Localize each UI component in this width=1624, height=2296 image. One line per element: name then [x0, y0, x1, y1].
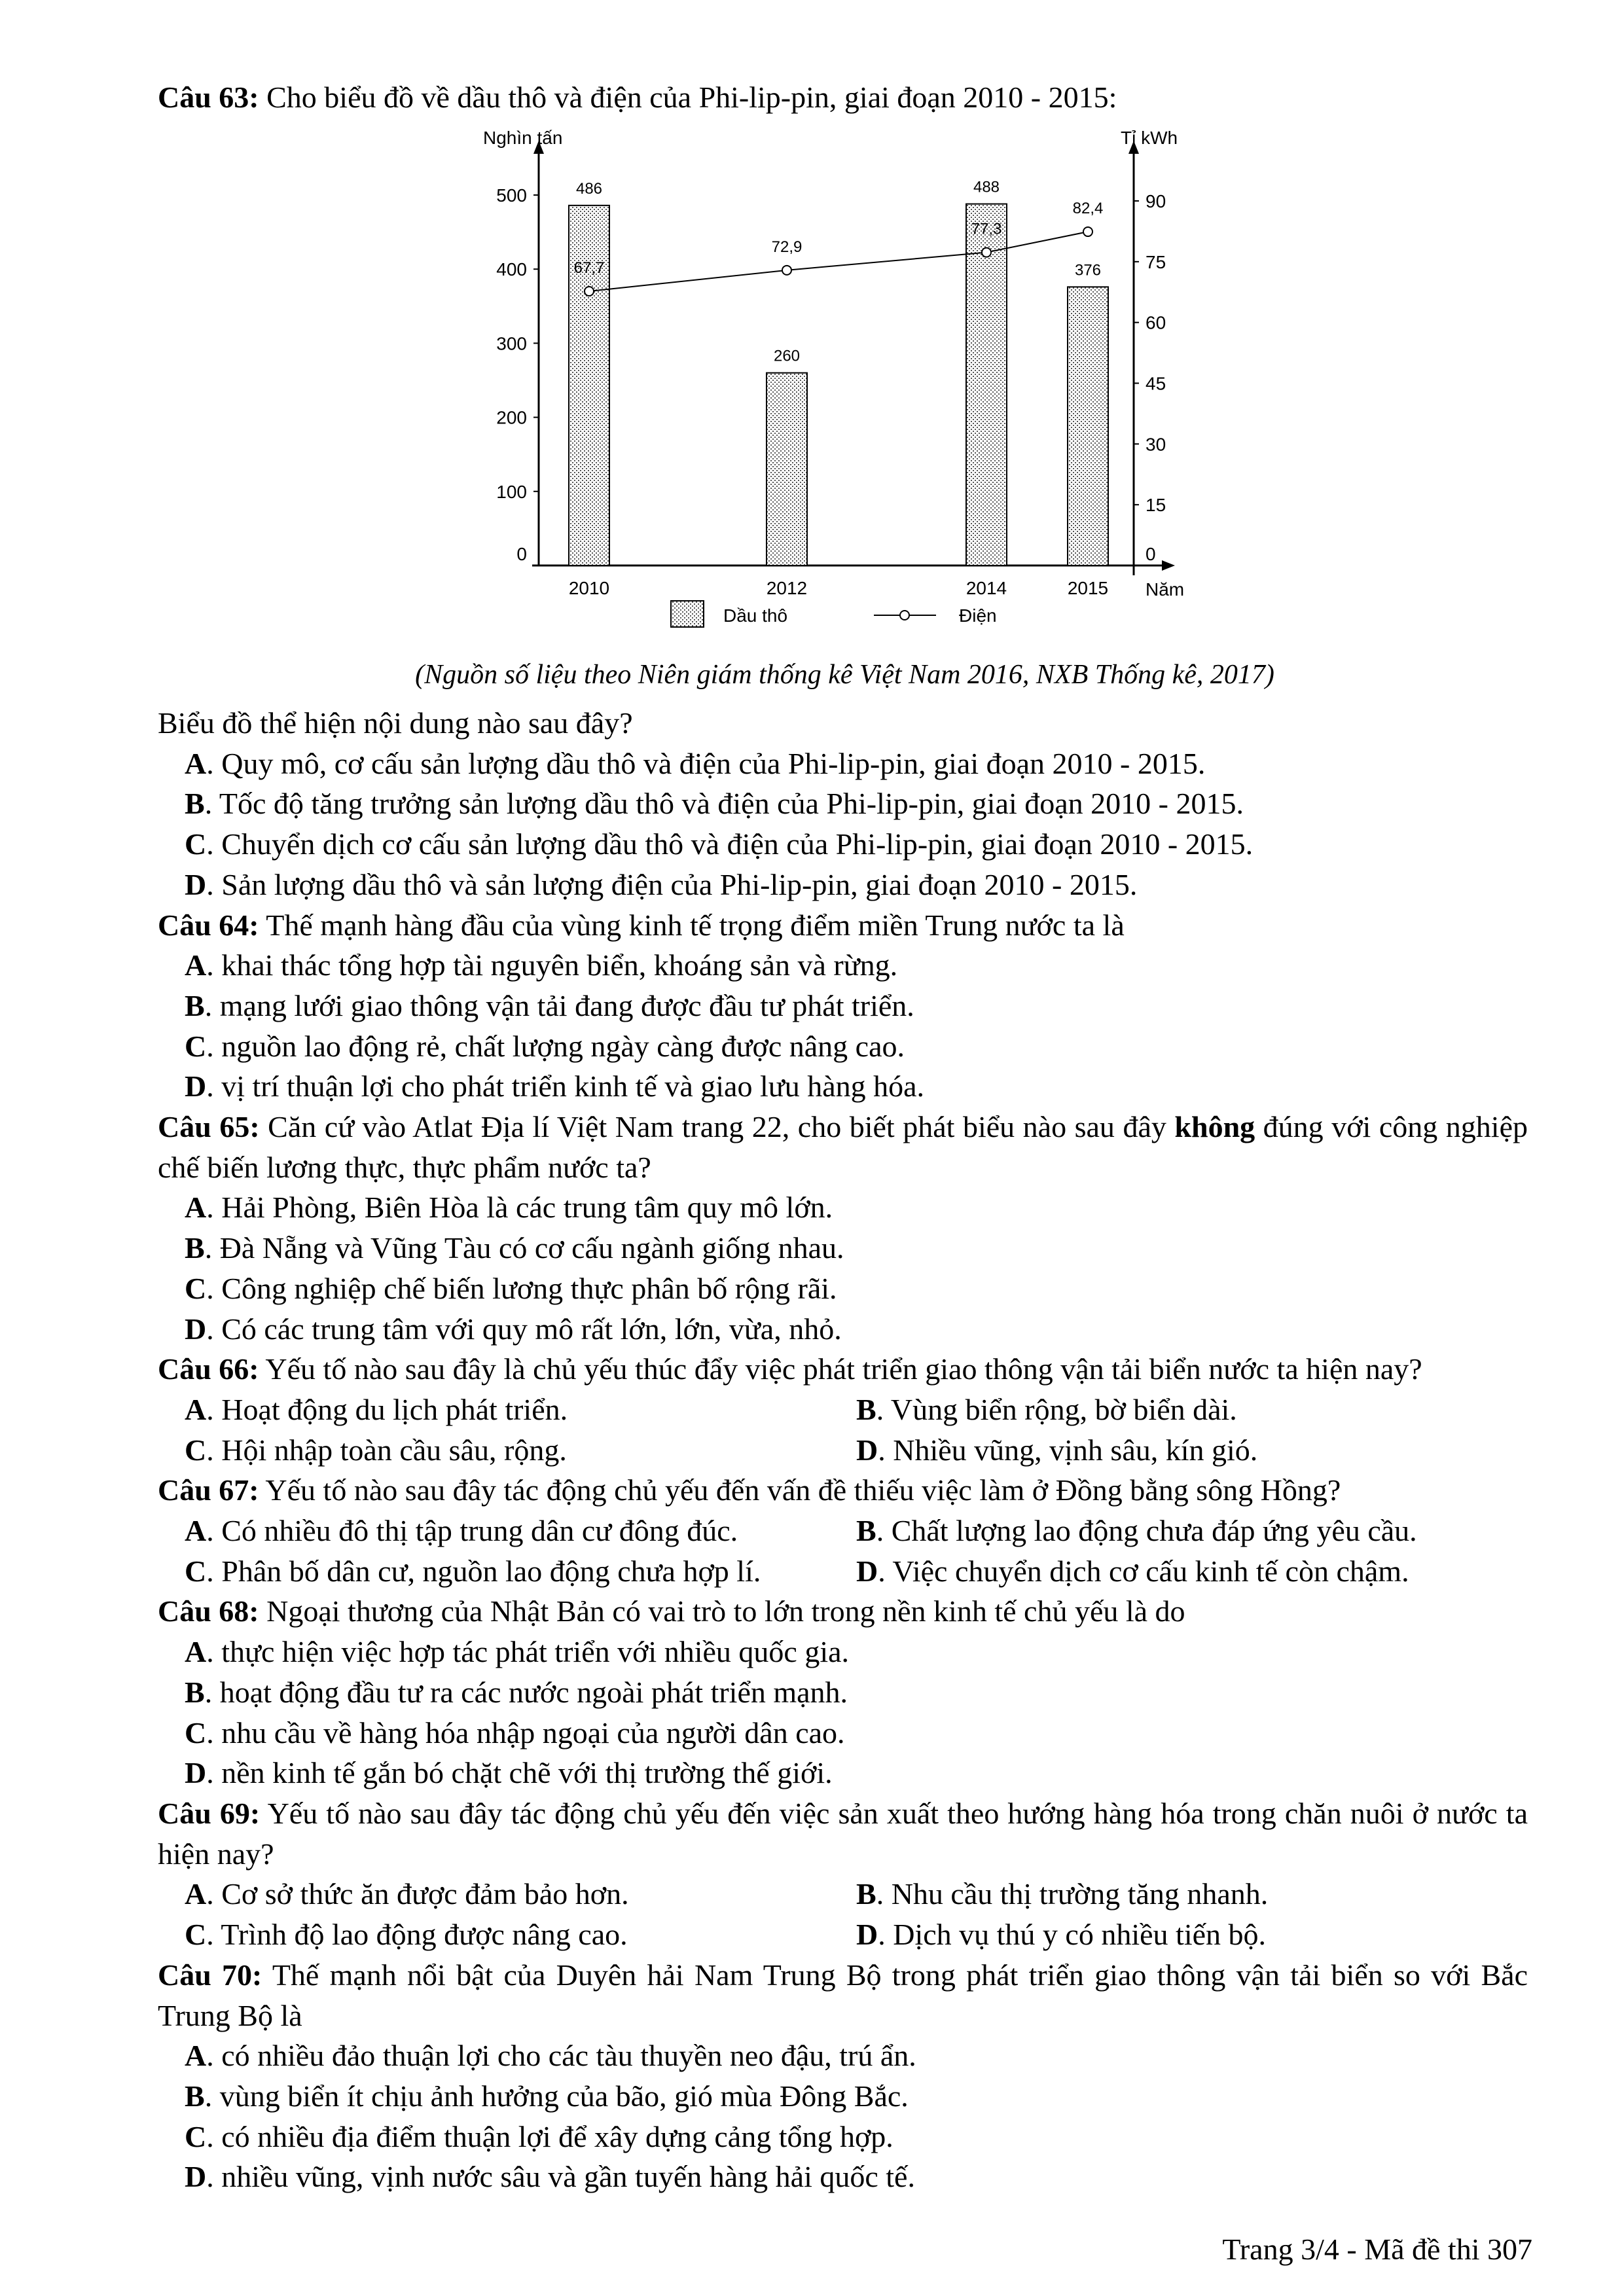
bar-value-label: 486	[575, 179, 603, 198]
option-text: . Có nhiều đô thị tập trung dân cư đông đúc.	[206, 1514, 738, 1548]
right-axis-label: Tỉ kWh	[1121, 128, 1178, 148]
option-letter: B	[185, 988, 205, 1022]
option-letter: C	[185, 1271, 207, 1305]
option-text: . Chuyển dịch cơ cấu sản lượng dầu thô và điện của Phi-lip-pin, giai đoạn 2010 - 2015.	[206, 827, 1254, 861]
right-tick-label: 15	[1146, 495, 1166, 516]
option-letter: A	[185, 1635, 207, 1669]
option-letter: B	[856, 1514, 876, 1548]
line-value-label: 77,3	[971, 220, 1002, 238]
question-label: Câu 67:	[158, 1473, 259, 1507]
bar-dau-tho-2012	[767, 373, 807, 565]
answer-option-c[interactable]	[158, 1914, 856, 1955]
option-letter: A	[185, 746, 207, 780]
option-text: . có nhiều địa điểm thuận lợi để xây dựng cảng tổng hợp.	[206, 2119, 893, 2153]
option-letter: D	[185, 1069, 207, 1103]
line-value-label: 82,4	[1072, 200, 1104, 218]
legend-line-marker	[900, 611, 909, 620]
option-letter: A	[185, 948, 207, 982]
question-text: đúng với công nghiệp chế biến lương thực, thực phẩm nước ta?	[158, 1110, 1528, 1184]
legend-dien: Điện	[959, 605, 997, 626]
option-text: . Phân bố dân cư, nguồn lao động chưa hợp lí.	[206, 1554, 761, 1588]
x-tick-label: 2015	[1067, 578, 1109, 598]
answer-option-b[interactable]	[158, 986, 1528, 1026]
bar-dau-tho-2014	[966, 204, 1007, 565]
answer-option-a[interactable]	[158, 945, 1528, 986]
question-emphasis: không	[1174, 1110, 1255, 1144]
answer-option-c[interactable]	[158, 1026, 1528, 1067]
option-letter: A	[185, 1514, 207, 1548]
line-dien	[589, 232, 1088, 291]
option-text: . nguồn lao động rẻ, chất lượng ngày càng được nâng cao.	[206, 1029, 905, 1063]
right-tick-label: 30	[1146, 434, 1166, 455]
chart-source-caption: (Nguồn số liệu theo Niên giám thống kê Việt Nam 2016, NXB Thống kê, 2017)	[415, 660, 1274, 690]
option-text: . nhiều vũng, vịnh nước sâu và gần tuyến hàng hải quốc tế.	[206, 2160, 915, 2194]
answer-option-b[interactable]	[158, 1672, 1528, 1713]
left-axis-label: Nghìn tấn	[483, 128, 563, 148]
option-letter: A	[185, 1877, 207, 1911]
bar-dau-tho-2015	[1068, 287, 1108, 565]
answer-option-c[interactable]	[158, 1551, 856, 1592]
option-text: . Nhiều vũng, vịnh sâu, kín gió.	[878, 1433, 1258, 1467]
question-text: Thế mạnh hàng đầu của vùng kinh tế trọng điểm miền Trung nước ta là	[259, 908, 1125, 942]
option-text: . Hội nhập toàn cầu sâu, rộng.	[206, 1433, 567, 1467]
option-letter: D	[185, 2160, 207, 2194]
line-point-dien-2010	[585, 287, 594, 296]
x-axis-label: Năm	[1146, 579, 1185, 600]
page-footer: Trang 3/4 - Mã đề thi 307	[1222, 2233, 1532, 2266]
option-text: . nhu cầu về hàng hóa nhập ngoại của người dân cao.	[206, 1715, 845, 1749]
line-point-dien-2014	[982, 248, 991, 257]
option-letter: A	[185, 1191, 207, 1225]
option-text: . Sản lượng dầu thô và sản lượng điện của Phi-lip-pin, giai đoạn 2010 - 2015.	[206, 867, 1138, 901]
questions-list	[158, 703, 1528, 2197]
bar-value-label: 376	[1074, 261, 1102, 279]
line-value-label: 72,9	[771, 238, 803, 256]
question-63-stem	[158, 77, 1117, 118]
option-letter: C	[185, 1433, 207, 1467]
line-value-label: 67,7	[573, 259, 605, 278]
question-text: Căn cứ vào Atlat Địa lí Việt Nam trang 22, cho biết phát biểu nào sau đây	[259, 1110, 1175, 1144]
right-tick-label: 75	[1146, 251, 1166, 272]
option-letter: D	[185, 1756, 207, 1790]
question-stem	[158, 1349, 1528, 1390]
option-text: . vị trí thuận lợi cho phát triển kinh tế và giao lưu hàng hóa.	[206, 1069, 925, 1103]
x-tick-label: 2014	[965, 578, 1007, 598]
answer-option-d[interactable]	[158, 1066, 1528, 1107]
answer-option-a[interactable]	[158, 1187, 1528, 1228]
option-text: . khai thác tổng hợp tài nguyên biển, khoáng sản và rừng.	[206, 948, 898, 982]
option-text: . Dịch vụ thú y có nhiều tiến bộ.	[878, 1918, 1267, 1952]
option-text: . Trình độ lao động được nâng cao.	[206, 1918, 628, 1952]
options-row	[158, 1551, 1528, 1592]
answer-option-a[interactable]	[158, 744, 1528, 784]
answer-option-d[interactable]	[158, 1309, 1528, 1350]
answer-option-b[interactable]	[158, 783, 1528, 824]
options-row	[158, 1430, 1528, 1471]
x-tick-label: 2012	[766, 578, 808, 598]
option-text: . Chất lượng lao động chưa đáp ứng yêu cầu.	[876, 1514, 1417, 1548]
option-letter: B	[185, 1675, 205, 1709]
options-row	[158, 1390, 1528, 1430]
options-row	[158, 1914, 1528, 1955]
answer-option-c[interactable]	[158, 1430, 856, 1471]
option-letter: D	[185, 1312, 207, 1346]
question-stem	[158, 1591, 1528, 1632]
left-tick-label: 0	[516, 544, 527, 564]
answer-option-a[interactable]	[158, 1390, 856, 1430]
answer-option-c[interactable]	[158, 1268, 1528, 1309]
answer-option-a[interactable]	[158, 1511, 856, 1551]
answer-option-b[interactable]	[158, 1228, 1528, 1268]
left-tick-label: 100	[496, 481, 527, 502]
answer-option-c[interactable]	[158, 824, 1528, 865]
x-axis-arrow	[1162, 560, 1175, 571]
option-text: . thực hiện việc hợp tác phát triển với nhiều quốc gia.	[206, 1635, 850, 1669]
answer-option-d[interactable]	[158, 2157, 1528, 2197]
option-letter: B	[185, 2079, 205, 2113]
answer-option-d[interactable]	[158, 865, 1528, 905]
option-letter: A	[185, 2039, 207, 2073]
options-row	[158, 1874, 1528, 1914]
right-tick-label: 45	[1146, 373, 1166, 394]
left-tick-label: 400	[496, 259, 527, 280]
option-text: . nền kinh tế gắn bó chặt chẽ với thị trường thế giới.	[206, 1756, 833, 1790]
option-text: . vùng biển ít chịu ảnh hưởng của bão, gió mùa Đông Bắc.	[204, 2079, 909, 2113]
option-letter: D	[185, 867, 207, 901]
answer-option-d[interactable]	[158, 1753, 1528, 1793]
oil-electricity-chart	[458, 124, 1211, 648]
option-letter: B	[856, 1877, 876, 1911]
option-text: . Vùng biển rộng, bờ biển dài.	[876, 1392, 1237, 1426]
right-tick-label: 60	[1146, 312, 1166, 333]
option-letter: C	[185, 1715, 207, 1749]
question-text: Ngoại thương của Nhật Bản có vai trò to lớn trong nền kinh tế chủ yếu là do	[259, 1594, 1185, 1628]
answer-option-a[interactable]	[158, 2036, 1528, 2076]
option-text: . Công nghiệp chế biến lương thực phân bố rộng rãi.	[206, 1271, 837, 1305]
question-label: Câu 65:	[158, 1110, 260, 1144]
answer-option-b[interactable]	[856, 1511, 1528, 1551]
question-text: Cho biểu đồ về dầu thô và điện của Phi-lip-pin, giai đoạn 2010 - 2015:	[259, 81, 1117, 114]
option-letter: B	[185, 787, 205, 821]
question-label: Câu 66:	[158, 1352, 259, 1386]
question-stem	[158, 1107, 1528, 1187]
option-text: . có nhiều đảo thuận lợi cho các tàu thuyền neo đậu, trú ẩn.	[206, 2039, 916, 2073]
answer-option-a[interactable]	[158, 1874, 856, 1914]
option-text: . Cơ sở thức ăn được đảm bảo hơn.	[206, 1877, 629, 1911]
left-tick-label: 500	[496, 185, 527, 206]
question-label: Câu 64:	[158, 908, 259, 942]
right-tick-label: 90	[1146, 191, 1166, 211]
question-stem	[158, 703, 1528, 744]
answer-option-b[interactable]	[158, 2076, 1528, 2117]
question-label: Câu 63:	[158, 81, 259, 114]
option-text: . hoạt động đầu tư ra các nước ngoài phát triển mạnh.	[204, 1675, 848, 1709]
question-stem	[158, 1793, 1528, 1874]
legend-bar-swatch	[671, 601, 704, 627]
answer-option-a[interactable]	[158, 1632, 1528, 1672]
question-text: Yếu tố nào sau đây là chủ yếu thúc đẩy việc phát triển giao thông vận tải biển nước ta hiện nay?	[259, 1352, 1422, 1386]
question-text: Biểu đồ thể hiện nội dung nào sau đây?	[158, 706, 633, 740]
legend-dau-tho: Dầu thô	[723, 605, 788, 626]
question-stem	[158, 1470, 1528, 1511]
bar-value-label: 260	[773, 347, 801, 365]
answer-option-d[interactable]	[856, 1914, 1528, 1955]
question-text: Thế mạnh nổi bật của Duyên hải Nam Trung Bộ trong phát triển giao thông vận tải biển so với Bắc Trung Bộ là	[158, 1958, 1528, 2032]
answer-option-c[interactable]	[158, 1713, 1528, 1753]
line-point-dien-2015	[1083, 227, 1092, 236]
line-point-dien-2012	[782, 266, 791, 275]
left-tick-label: 200	[496, 407, 527, 428]
option-letter: D	[856, 1918, 878, 1952]
option-text: . Hoạt động du lịch phát triển.	[206, 1392, 568, 1426]
option-letter: C	[185, 2119, 207, 2153]
question-stem	[158, 905, 1528, 946]
option-text: . Quy mô, cơ cấu sản lượng dầu thô và điện của Phi-lip-pin, giai đoạn 2010 - 2015.	[206, 746, 1206, 780]
answer-option-c[interactable]	[158, 2117, 1528, 2157]
question-label: Câu 68:	[158, 1594, 259, 1628]
option-text: . Việc chuyển dịch cơ cấu kinh tế còn chậm.	[878, 1554, 1409, 1588]
option-letter: D	[856, 1433, 878, 1467]
option-letter: B	[856, 1392, 876, 1426]
option-letter: C	[185, 1554, 207, 1588]
answer-option-d[interactable]	[856, 1551, 1528, 1592]
bar-value-label: 488	[973, 178, 1000, 196]
question-stem	[158, 1955, 1528, 2036]
question-label: Câu 70:	[158, 1958, 262, 1992]
x-tick-label: 2010	[568, 578, 610, 598]
option-letter: C	[185, 1918, 207, 1952]
answer-option-b[interactable]	[856, 1874, 1528, 1914]
option-text: . Đà Nẵng và Vũng Tàu có cơ cấu ngành giống nhau.	[204, 1231, 844, 1265]
option-letter: D	[856, 1554, 878, 1588]
question-text: Yếu tố nào sau đây tác động chủ yếu đến vấn đề thiếu việc làm ở Đồng bằng sông Hồng?	[259, 1473, 1341, 1507]
answer-option-b[interactable]	[856, 1390, 1528, 1430]
option-letter: C	[185, 1029, 207, 1063]
answer-option-d[interactable]	[856, 1430, 1528, 1471]
option-text: . Tốc độ tăng trưởng sản lượng dầu thô và điện của Phi-lip-pin, giai đoạn 2010 - 2015.	[204, 787, 1244, 821]
option-text: . mạng lưới giao thông vận tải đang được đầu tư phát triển.	[204, 988, 914, 1022]
question-label: Câu 69:	[158, 1796, 261, 1830]
question-text: Yếu tố nào sau đây tác động chủ yếu đến việc sản xuất theo hướng hàng hóa trong chăn nuôi ở nước ta hiện nay?	[158, 1796, 1528, 1871]
option-text: . Có các trung tâm với quy mô rất lớn, lớn, vừa, nhỏ.	[206, 1312, 842, 1346]
option-letter: A	[185, 1392, 207, 1426]
options-row	[158, 1511, 1528, 1551]
option-text: . Nhu cầu thị trường tăng nhanh.	[876, 1877, 1269, 1911]
left-tick-label: 300	[496, 333, 527, 354]
option-text: . Hải Phòng, Biên Hòa là các trung tâm quy mô lớn.	[206, 1191, 833, 1225]
option-letter: B	[185, 1231, 205, 1265]
option-letter: C	[185, 827, 207, 861]
right-tick-label: 0	[1146, 544, 1156, 564]
